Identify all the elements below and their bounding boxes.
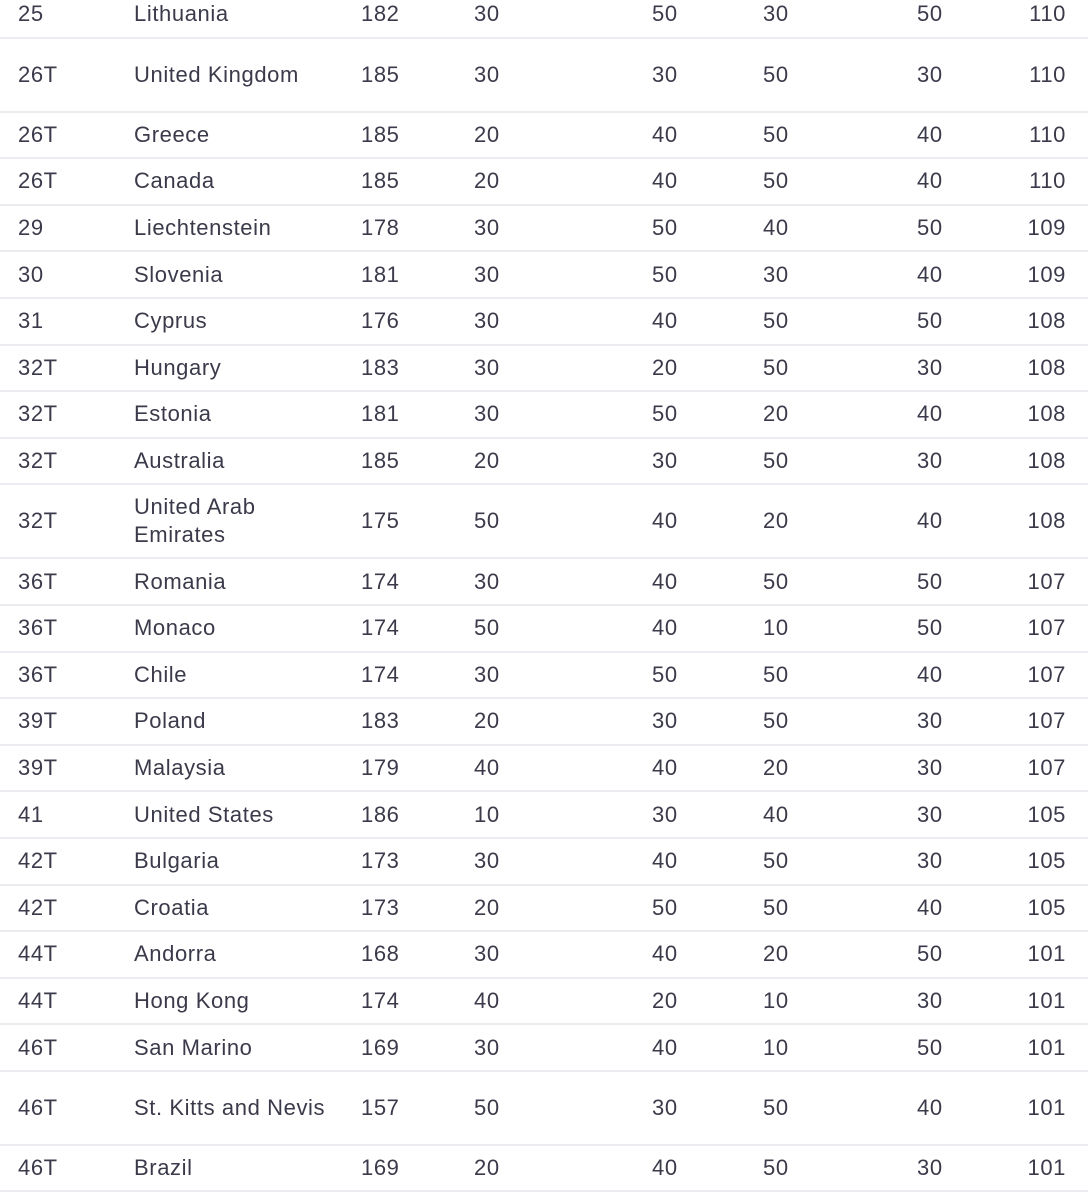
value-cell: 40 <box>652 508 678 534</box>
score-cell: 108 <box>1027 508 1066 534</box>
value-cell: 50 <box>763 121 789 147</box>
score-cell: 107 <box>1027 568 1066 594</box>
rank-cell: 36T <box>18 615 58 641</box>
value-cell: 30 <box>917 708 943 734</box>
value-cell: 20 <box>763 401 789 427</box>
country-cell: Hong Kong <box>134 987 250 1013</box>
table-row <box>0 159 1088 206</box>
value-cell: 30 <box>474 401 500 427</box>
rank-cell: 42T <box>18 894 58 920</box>
rank-cell: 32T <box>18 508 58 534</box>
value-cell: 50 <box>652 401 678 427</box>
score-cell: 108 <box>1027 401 1066 427</box>
value-cell: 30 <box>474 308 500 334</box>
rank-cell: 44T <box>18 941 58 967</box>
value-cell: 30 <box>917 755 943 781</box>
value-cell: 50 <box>652 1 678 27</box>
total-cell: 178 <box>361 215 400 241</box>
table-row <box>0 1025 1088 1072</box>
table-row <box>0 113 1088 160</box>
value-cell: 20 <box>763 508 789 534</box>
value-cell: 50 <box>652 261 678 287</box>
value-cell: 30 <box>474 941 500 967</box>
value-cell: 50 <box>763 894 789 920</box>
value-cell: 50 <box>763 1094 789 1120</box>
score-cell: 101 <box>1027 1034 1066 1060</box>
total-cell: 181 <box>361 261 400 287</box>
rank-cell: 36T <box>18 568 58 594</box>
total-cell: 185 <box>361 121 400 147</box>
value-cell: 30 <box>652 1094 678 1120</box>
country-cell: Romania <box>134 568 227 594</box>
rank-cell: 29 <box>18 215 44 241</box>
country-cell: Poland <box>134 708 207 734</box>
total-cell: 168 <box>361 941 400 967</box>
total-cell: 183 <box>361 354 400 380</box>
value-cell: 30 <box>763 1 789 27</box>
value-cell: 20 <box>474 708 500 734</box>
value-cell: 40 <box>917 401 943 427</box>
rank-cell: 39T <box>18 708 58 734</box>
score-cell: 101 <box>1027 987 1066 1013</box>
table-row <box>0 252 1088 299</box>
table-row <box>0 746 1088 793</box>
country-cell: United States <box>134 801 274 827</box>
rank-cell: 25 <box>18 1 44 27</box>
value-cell: 10 <box>763 987 789 1013</box>
value-cell: 30 <box>917 1155 943 1181</box>
table-row <box>0 346 1088 393</box>
total-cell: 185 <box>361 448 400 474</box>
table-row <box>0 485 1088 559</box>
value-cell: 40 <box>652 848 678 874</box>
country-cell: United Kingdom <box>134 61 299 87</box>
value-cell: 50 <box>763 308 789 334</box>
table-row <box>0 886 1088 933</box>
value-cell: 20 <box>652 354 678 380</box>
table-row <box>0 299 1088 346</box>
rank-cell: 42T <box>18 848 58 874</box>
country-cell: Malaysia <box>134 755 226 781</box>
country-cell: Lithuania <box>134 1 229 27</box>
value-cell: 30 <box>652 448 678 474</box>
value-cell: 50 <box>763 354 789 380</box>
rank-cell: 32T <box>18 354 58 380</box>
value-cell: 40 <box>474 755 500 781</box>
country-cell: Andorra <box>134 941 217 967</box>
country-cell: Monaco <box>134 615 216 641</box>
value-cell: 30 <box>917 987 943 1013</box>
rank-cell: 36T <box>18 661 58 687</box>
table-row <box>0 0 1088 39</box>
country-cell: Brazil <box>134 1155 193 1181</box>
total-cell: 181 <box>361 401 400 427</box>
value-cell: 50 <box>763 1155 789 1181</box>
rank-cell: 32T <box>18 448 58 474</box>
value-cell: 40 <box>917 1094 943 1120</box>
value-cell: 30 <box>917 848 943 874</box>
value-cell: 10 <box>763 1034 789 1060</box>
score-cell: 105 <box>1027 894 1066 920</box>
table-row <box>0 392 1088 439</box>
country-cell: Greece <box>134 121 210 147</box>
value-cell: 30 <box>474 1 500 27</box>
value-cell: 30 <box>652 61 678 87</box>
value-cell: 40 <box>917 508 943 534</box>
total-cell: 173 <box>361 894 400 920</box>
country-cell: Australia <box>134 448 225 474</box>
score-cell: 107 <box>1027 615 1066 641</box>
score-cell: 108 <box>1027 448 1066 474</box>
table-row <box>0 439 1088 486</box>
score-cell: 110 <box>1029 121 1066 147</box>
value-cell: 40 <box>917 121 943 147</box>
value-cell: 40 <box>652 1034 678 1060</box>
score-cell: 110 <box>1029 168 1066 194</box>
value-cell: 40 <box>917 261 943 287</box>
table-row <box>0 606 1088 653</box>
value-cell: 30 <box>474 261 500 287</box>
value-cell: 40 <box>917 894 943 920</box>
country-cell: Liechtenstein <box>134 215 272 241</box>
score-cell: 108 <box>1027 308 1066 334</box>
value-cell: 40 <box>652 308 678 334</box>
value-cell: 40 <box>652 121 678 147</box>
value-cell: 50 <box>763 61 789 87</box>
country-cell: Canada <box>134 168 215 194</box>
country-cell: United Arab Emirates <box>134 494 256 548</box>
value-cell: 50 <box>763 448 789 474</box>
rank-cell: 39T <box>18 755 58 781</box>
value-cell: 50 <box>917 615 943 641</box>
score-cell: 109 <box>1027 261 1066 287</box>
value-cell: 20 <box>474 448 500 474</box>
value-cell: 50 <box>474 1094 500 1120</box>
table-row <box>0 1072 1088 1146</box>
score-cell: 110 <box>1029 61 1066 87</box>
value-cell: 20 <box>763 941 789 967</box>
rank-cell: 26T <box>18 61 58 87</box>
score-cell: 101 <box>1027 1155 1066 1181</box>
value-cell: 40 <box>652 568 678 594</box>
value-cell: 40 <box>652 1155 678 1181</box>
value-cell: 50 <box>652 661 678 687</box>
total-cell: 185 <box>361 61 400 87</box>
value-cell: 50 <box>763 708 789 734</box>
value-cell: 50 <box>917 215 943 241</box>
value-cell: 40 <box>763 215 789 241</box>
rank-cell: 46T <box>18 1155 58 1181</box>
value-cell: 30 <box>917 354 943 380</box>
score-cell: 105 <box>1027 848 1066 874</box>
value-cell: 30 <box>652 708 678 734</box>
rank-cell: 30 <box>18 261 44 287</box>
country-cell: Cyprus <box>134 308 208 334</box>
value-cell: 20 <box>763 755 789 781</box>
value-cell: 50 <box>917 568 943 594</box>
total-cell: 183 <box>361 708 400 734</box>
score-cell: 110 <box>1029 1 1066 27</box>
value-cell: 50 <box>652 215 678 241</box>
total-cell: 186 <box>361 801 400 827</box>
country-cell: Croatia <box>134 894 210 920</box>
total-cell: 175 <box>361 508 400 534</box>
value-cell: 20 <box>474 1155 500 1181</box>
value-cell: 40 <box>652 168 678 194</box>
value-cell: 30 <box>917 801 943 827</box>
table-row <box>0 206 1088 253</box>
rank-cell: 41 <box>18 801 44 827</box>
score-cell: 107 <box>1027 755 1066 781</box>
value-cell: 40 <box>652 941 678 967</box>
value-cell: 30 <box>474 215 500 241</box>
country-cell: San Marino <box>134 1034 253 1060</box>
value-cell: 30 <box>917 448 943 474</box>
value-cell: 50 <box>763 568 789 594</box>
rank-cell: 46T <box>18 1094 58 1120</box>
value-cell: 50 <box>474 615 500 641</box>
value-cell: 30 <box>474 61 500 87</box>
value-cell: 30 <box>474 848 500 874</box>
table-row <box>0 559 1088 606</box>
score-cell: 101 <box>1027 941 1066 967</box>
value-cell: 50 <box>652 894 678 920</box>
value-cell: 40 <box>917 168 943 194</box>
table-row <box>0 932 1088 979</box>
table-row <box>0 653 1088 700</box>
table-row <box>0 1146 1088 1193</box>
score-cell: 109 <box>1027 215 1066 241</box>
country-cell: Slovenia <box>134 261 224 287</box>
total-cell: 174 <box>361 568 400 594</box>
value-cell: 10 <box>474 801 500 827</box>
value-cell: 30 <box>474 1034 500 1060</box>
value-cell: 50 <box>474 508 500 534</box>
country-cell: Chile <box>134 661 188 687</box>
country-cell: Hungary <box>134 354 222 380</box>
value-cell: 40 <box>763 801 789 827</box>
value-cell: 50 <box>763 661 789 687</box>
value-cell: 50 <box>917 1034 943 1060</box>
value-cell: 30 <box>474 661 500 687</box>
score-cell: 107 <box>1027 661 1066 687</box>
table-row <box>0 792 1088 839</box>
value-cell: 20 <box>474 121 500 147</box>
rank-cell: 46T <box>18 1034 58 1060</box>
rank-cell: 44T <box>18 987 58 1013</box>
table-row <box>0 699 1088 746</box>
value-cell: 50 <box>763 848 789 874</box>
value-cell: 20 <box>474 168 500 194</box>
value-cell: 30 <box>917 61 943 87</box>
value-cell: 30 <box>763 261 789 287</box>
total-cell: 185 <box>361 168 400 194</box>
value-cell: 40 <box>652 615 678 641</box>
value-cell: 30 <box>474 568 500 594</box>
score-cell: 107 <box>1027 708 1066 734</box>
rank-cell: 32T <box>18 401 58 427</box>
value-cell: 20 <box>474 894 500 920</box>
rank-cell: 31 <box>18 308 44 334</box>
score-cell: 108 <box>1027 354 1066 380</box>
country-cell: Estonia <box>134 401 212 427</box>
table-row <box>0 839 1088 886</box>
value-cell: 30 <box>652 801 678 827</box>
score-cell: 101 <box>1027 1094 1066 1120</box>
total-cell: 174 <box>361 615 400 641</box>
value-cell: 50 <box>917 308 943 334</box>
table-row <box>0 39 1088 113</box>
table-row <box>0 979 1088 1026</box>
rank-cell: 26T <box>18 168 58 194</box>
total-cell: 157 <box>361 1094 400 1120</box>
value-cell: 50 <box>763 168 789 194</box>
country-cell: Bulgaria <box>134 848 220 874</box>
value-cell: 10 <box>763 615 789 641</box>
total-cell: 176 <box>361 308 400 334</box>
value-cell: 40 <box>652 755 678 781</box>
score-cell: 105 <box>1027 801 1066 827</box>
value-cell: 50 <box>917 941 943 967</box>
rank-cell: 26T <box>18 121 58 147</box>
value-cell: 50 <box>917 1 943 27</box>
total-cell: 174 <box>361 987 400 1013</box>
total-cell: 182 <box>361 1 400 27</box>
total-cell: 169 <box>361 1034 400 1060</box>
value-cell: 30 <box>474 354 500 380</box>
total-cell: 173 <box>361 848 400 874</box>
value-cell: 20 <box>652 987 678 1013</box>
value-cell: 40 <box>474 987 500 1013</box>
total-cell: 179 <box>361 755 400 781</box>
country-cell: St. Kitts and Nevis <box>134 1094 326 1120</box>
total-cell: 169 <box>361 1155 400 1181</box>
total-cell: 174 <box>361 661 400 687</box>
value-cell: 40 <box>917 661 943 687</box>
